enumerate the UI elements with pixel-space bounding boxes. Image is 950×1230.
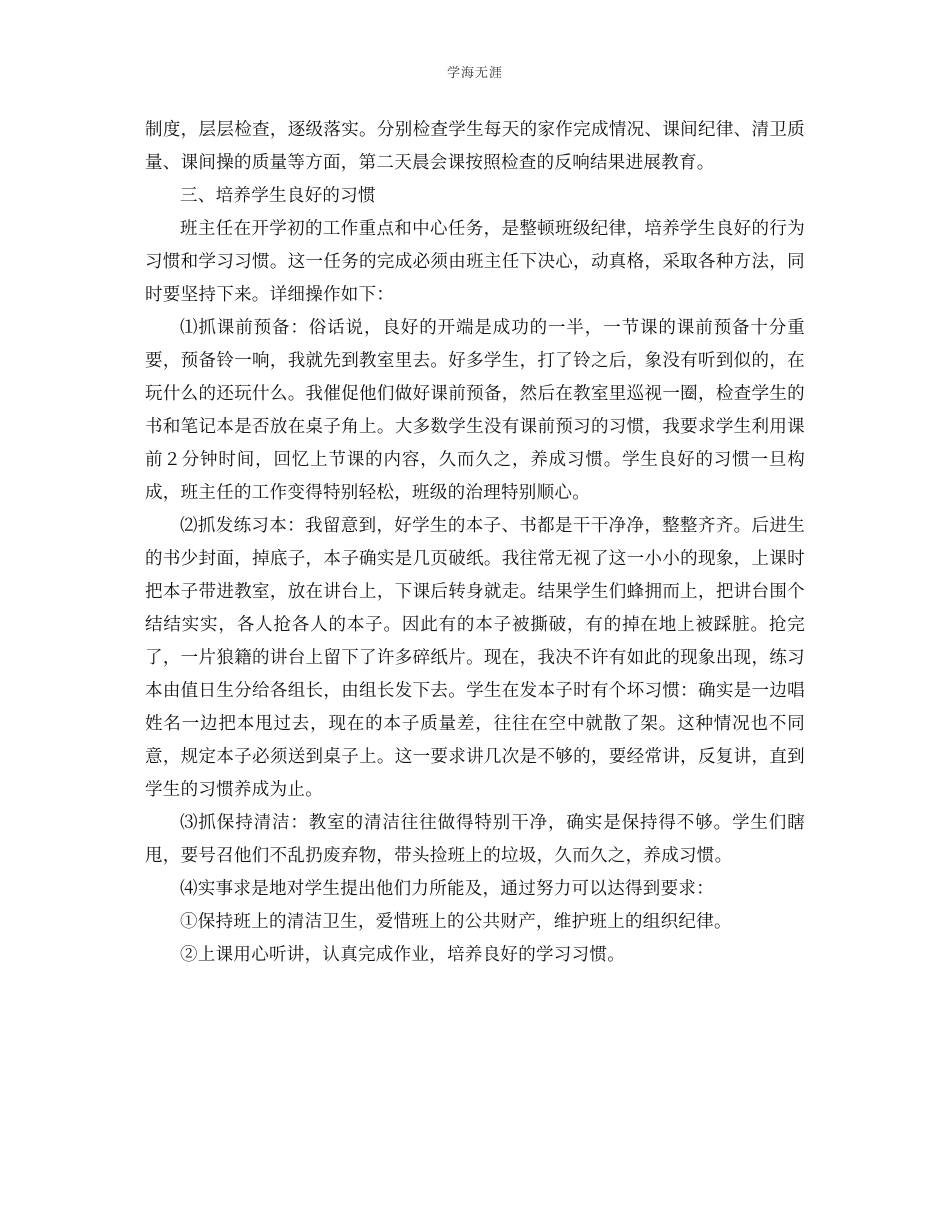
document-body	[145, 114, 805, 972]
paragraph-item-3: ⑶抓保持清洁：教室的清洁往往做得特别干净，确实是保持得不够。学生们瞎甩，要号召他们不乱扔废弃物，带头捡班上的垃圾，久而久之，养成习惯。	[145, 813, 805, 866]
paragraph-continuation: 制度，层层检查，逐级落实。分别检查学生每天的家作完成情况、课间纪律、清卫质量、课间操的质量等方面，第二天晨会课按照检查的反响结果进展教育。	[145, 120, 805, 173]
paragraph-item-4: ⑷实事求是地对学生提出他们力所能及，通过努力可以达得到要求：	[180, 879, 714, 899]
paragraph-intro: 班主任在开学初的工作重点和中心任务，是整顿班级纪律，培养学生良好的行为习惯和学习习惯。这一任务的完成必须由班主任下决心，动真格，采取各种方法，同时要坚持下来。详细操作如下：	[145, 219, 805, 305]
section-heading: 三、培养学生良好的习惯	[180, 186, 376, 206]
paragraph-item-1: ⑴抓课前预备：俗话说，良好的开端是成功的一半，一节课的课前预备十分重要，预备铃一响，我就先到教室里去。好多学生，打了铃之后，象没有听到似的，在玩什么的还玩什么。我催促他们做好课前预备，然后在教室里巡视一圈，检查学生的书和笔记本是否放在桌子角上。大多数学生没有课前预习的习惯，我要求学生利用课前２分钟时间，回忆上节课的内容，久而久之，养成习惯。学生良好的习惯一旦构成，班主任的工作变得特别轻松，班级的治理特别顺心。	[145, 318, 805, 503]
page-header: 学海无涯	[446, 66, 503, 81]
list-item-1: ①保持班上的清洁卫生，爱惜班上的公共财产，维护班上的组织纪律。	[180, 912, 732, 932]
list-item-2: ②上课用心听讲，认真完成作业，培养良好的学习习惯。	[180, 945, 625, 965]
paragraph-item-2: ⑵抓发练习本：我留意到，好学生的本子、书都是干干净净，整整齐齐。后进生的书少封面，掉底子，本子确实是几页破纸。我往常无视了这一小小的现象，上课时把本子带进教室，放在讲台上，下课后转身就走。结果学生们蜂拥而上，把讲台围个结结实实，各人抢各人的本子。因此有的本子被撕破，有的掉在地上被踩脏。抢完了，一片狼籍的讲台上留下了许多碎纸片。现在，我决不许有如此的现象出现，练习本由值日生分给各组长，由组长发下去。学生在发本子时有个坏习惯：确实是一边唱姓名一边把本甩过去，现在的本子质量差，往往在空中就散了架。这种情况也不同意，规定本子必须送到桌子上。这一要求讲几次是不够的，要经常讲，反复讲，直到学生的习惯养成为止。	[145, 516, 805, 800]
